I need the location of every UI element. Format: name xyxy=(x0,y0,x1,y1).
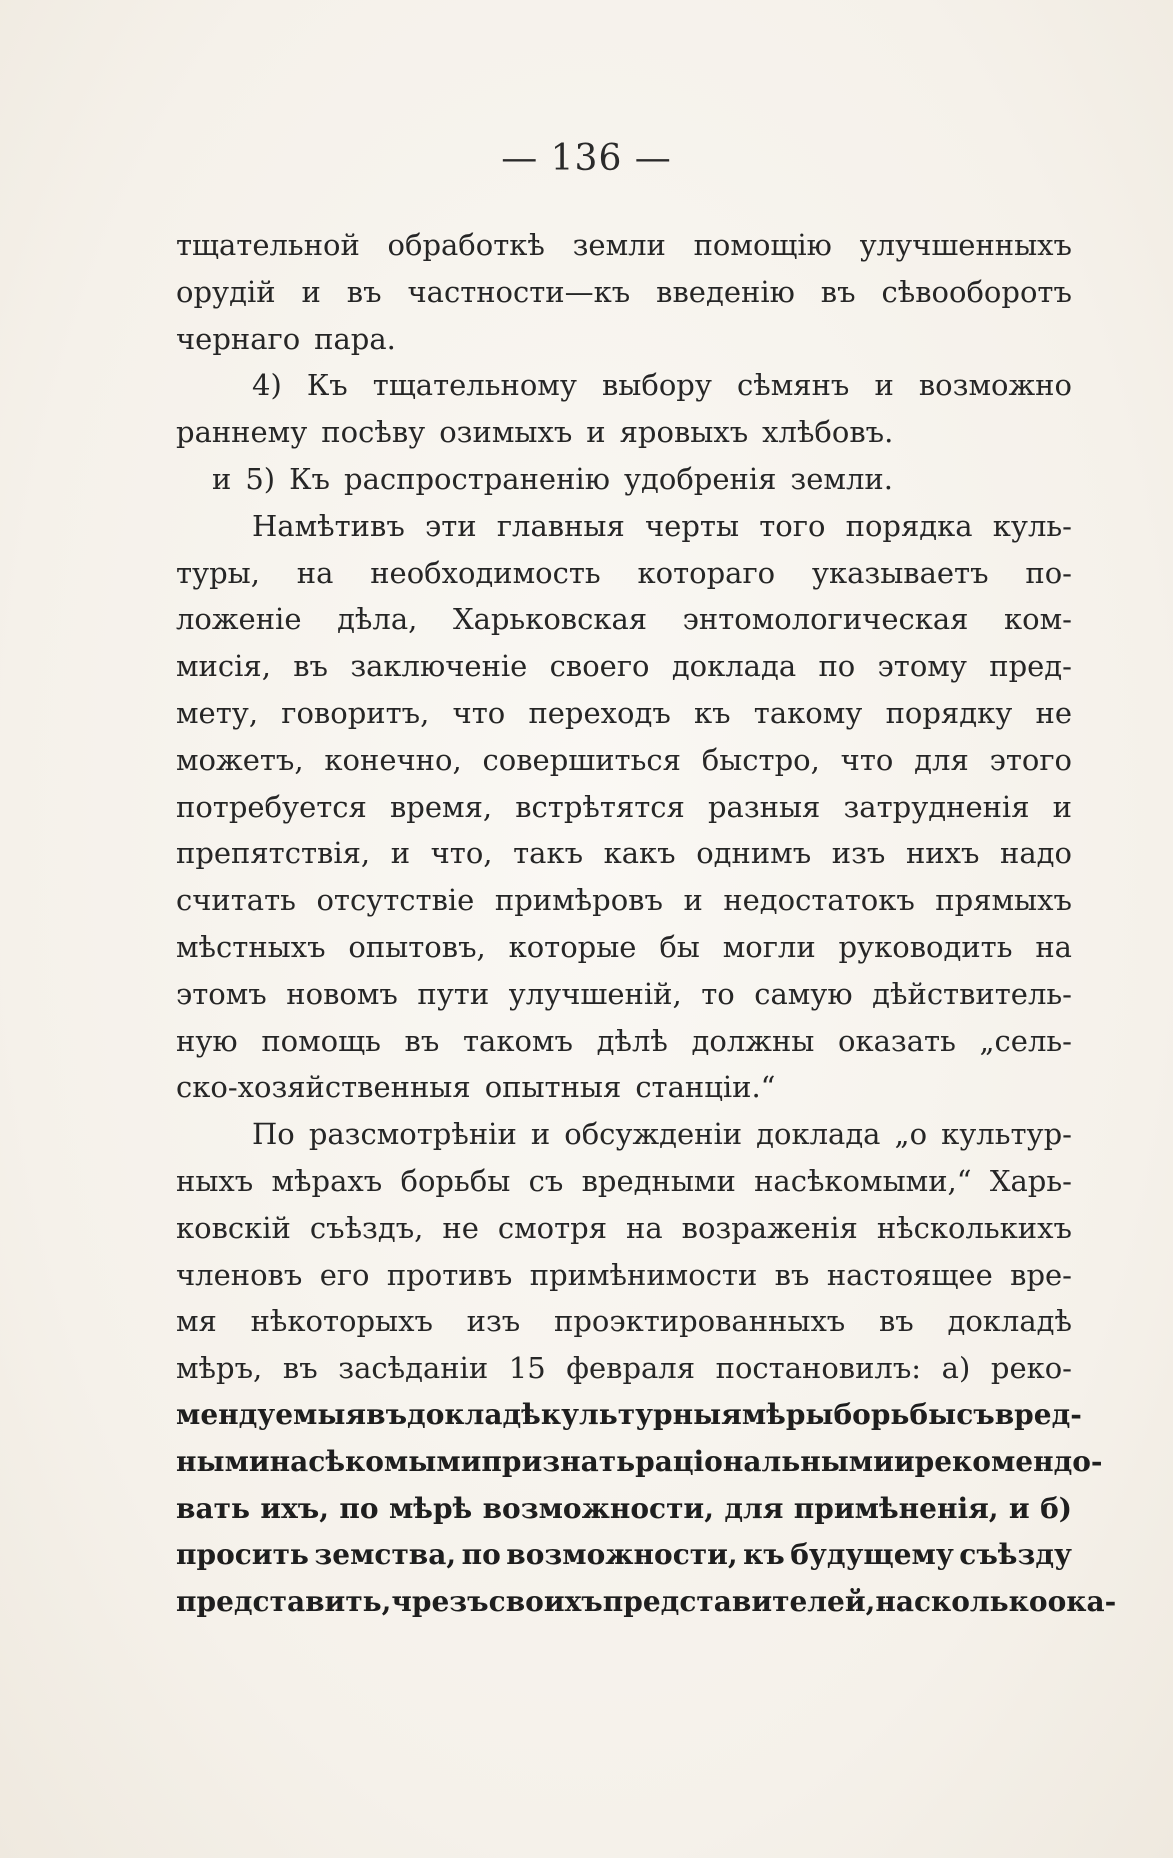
word: въ xyxy=(293,649,329,684)
text-line xyxy=(176,1252,1072,1299)
word: новомъ xyxy=(286,976,398,1011)
word: мѣрѣ xyxy=(388,1491,473,1525)
word: настоящее xyxy=(826,1257,993,1292)
word: сѣмянъ xyxy=(737,368,850,403)
word: и xyxy=(390,836,411,871)
word: земли xyxy=(572,228,666,262)
text-line xyxy=(176,784,1072,831)
word: По xyxy=(252,1117,295,1152)
word: раціональными xyxy=(635,1444,894,1478)
word: пара. xyxy=(314,321,396,356)
text-line xyxy=(176,1345,1072,1392)
word: тщательной xyxy=(176,228,360,262)
word: нѣкоторыхъ xyxy=(250,1304,433,1339)
word: Харь- xyxy=(989,1163,1072,1198)
word: представить, xyxy=(176,1585,392,1619)
word: смотря xyxy=(497,1210,608,1245)
word: пред- xyxy=(989,649,1072,684)
word: должны xyxy=(691,1023,815,1058)
word: изъ xyxy=(831,836,886,871)
word: прямыхъ xyxy=(935,883,1072,918)
word: распространенію xyxy=(344,461,610,496)
text-line xyxy=(176,830,1072,877)
word: 5) xyxy=(245,461,276,496)
word: частности—къ xyxy=(407,274,631,309)
word: удобренія xyxy=(623,461,777,496)
text-line xyxy=(176,971,1072,1018)
word: чернаго xyxy=(176,321,301,356)
word: время, xyxy=(389,789,493,824)
word: Къ xyxy=(306,368,348,403)
word: не xyxy=(442,1210,479,1245)
word: сколько xyxy=(913,1585,1048,1619)
word: заключеніе xyxy=(350,649,528,684)
word: своихъ xyxy=(488,1585,603,1619)
word: противъ xyxy=(386,1257,513,1292)
word: къ xyxy=(694,695,731,730)
word: такомъ xyxy=(463,1023,573,1058)
word: въ xyxy=(878,1304,914,1339)
word: съѣзду xyxy=(959,1538,1072,1572)
word: вать xyxy=(176,1491,250,1525)
word: мѣрахъ xyxy=(271,1163,383,1198)
word: культурныя xyxy=(540,1397,742,1431)
text-line xyxy=(176,924,1072,971)
word: признать xyxy=(481,1444,636,1478)
word: Намѣтивъ xyxy=(252,508,405,543)
word: станціи.“ xyxy=(635,1070,776,1105)
text-line xyxy=(176,596,1072,643)
word: разсмотрѣніи xyxy=(308,1117,517,1152)
word: его xyxy=(319,1257,370,1292)
word: можетъ, xyxy=(176,742,304,777)
word: выбору xyxy=(601,368,712,403)
text-line xyxy=(176,1439,1103,1486)
text-line xyxy=(176,1298,1072,1345)
word: дѣйствитель- xyxy=(872,976,1072,1011)
word: ложеніе xyxy=(176,602,302,637)
word: порядку xyxy=(885,695,1013,730)
word: мѣстныхъ xyxy=(176,929,326,964)
word: на xyxy=(875,1585,914,1619)
word: для xyxy=(724,1491,784,1525)
word: „о xyxy=(894,1117,928,1152)
word: возраженія xyxy=(681,1210,858,1245)
word: 4) xyxy=(252,368,282,403)
word: съѣздъ, xyxy=(309,1210,424,1245)
word: чрезъ xyxy=(391,1585,489,1619)
word: Къ xyxy=(289,461,331,496)
word: считать xyxy=(176,883,296,918)
word: однимъ xyxy=(696,836,812,871)
word: быстро, xyxy=(701,742,820,777)
word: опытныя xyxy=(484,1070,622,1105)
word: не xyxy=(1035,695,1072,730)
word: насѣкомыми xyxy=(269,1444,482,1478)
word: и xyxy=(893,1444,915,1478)
word: вредными xyxy=(581,1163,736,1198)
text-line xyxy=(176,456,1072,503)
word: ком- xyxy=(1004,602,1072,637)
word: сѣвооборотъ xyxy=(881,274,1072,309)
word: къ xyxy=(743,1538,785,1572)
word: куль- xyxy=(992,508,1072,543)
word: въ xyxy=(346,274,382,309)
word: то xyxy=(701,976,735,1011)
word: порядка xyxy=(845,508,973,543)
word: отсутствіе xyxy=(316,883,475,918)
word: недостатокъ xyxy=(723,883,915,918)
word: такъ xyxy=(513,836,584,871)
text-line xyxy=(176,316,1072,363)
word: доклада xyxy=(756,1117,881,1152)
word: въ xyxy=(366,1397,408,1431)
word: мѣръ, xyxy=(176,1351,263,1386)
word: и xyxy=(683,883,703,918)
text-line xyxy=(176,690,1072,737)
word: по xyxy=(339,1491,379,1525)
word: рекомендо- xyxy=(914,1444,1103,1478)
word: совершиться xyxy=(482,742,681,777)
word: примѣненія, xyxy=(793,1491,999,1525)
word: обработкѣ xyxy=(387,228,545,262)
word: препятствія, xyxy=(176,836,371,871)
word: переходъ xyxy=(528,695,671,730)
word: мѣры xyxy=(741,1397,834,1431)
word: своего xyxy=(549,649,650,684)
word: туры, xyxy=(176,555,260,590)
word: введенію xyxy=(656,274,795,309)
word: этомъ xyxy=(176,976,267,1011)
word: примѣровъ xyxy=(494,883,663,918)
word: и xyxy=(1052,789,1072,824)
word: надо xyxy=(999,836,1072,871)
word: мя xyxy=(176,1304,217,1339)
word: ковскій xyxy=(176,1210,291,1245)
text-line xyxy=(176,362,1072,409)
text-line xyxy=(176,877,1072,924)
word: и xyxy=(530,1117,551,1152)
word: возможно xyxy=(918,368,1072,403)
word: раннему xyxy=(176,415,308,450)
text-line xyxy=(176,269,1072,316)
text-line xyxy=(176,1486,1072,1533)
word: съ xyxy=(956,1397,995,1431)
word: членовъ xyxy=(176,1257,303,1292)
word: яровыхъ xyxy=(619,415,749,450)
word: по xyxy=(818,649,856,684)
word: б) xyxy=(1040,1491,1072,1525)
word: того xyxy=(759,508,826,543)
text-line xyxy=(176,737,1072,784)
word: что xyxy=(452,695,506,730)
word: что xyxy=(840,742,894,777)
text-line xyxy=(176,1392,1082,1439)
word: мету, xyxy=(176,695,259,730)
word: самую xyxy=(754,976,853,1011)
word: 15 xyxy=(508,1351,546,1386)
word: культур- xyxy=(941,1117,1072,1152)
word: на xyxy=(1035,929,1072,964)
word: въ xyxy=(774,1257,810,1292)
word: обсужденіи xyxy=(564,1117,743,1152)
word: и xyxy=(874,368,894,403)
word: докладѣ xyxy=(407,1397,541,1431)
word: на xyxy=(296,555,334,590)
text-line xyxy=(176,1579,1117,1626)
word: помощію xyxy=(693,228,832,262)
word: насѣкомыми,“ xyxy=(754,1163,972,1198)
word: проэктированныхъ xyxy=(553,1304,846,1339)
word: въ xyxy=(282,1351,318,1386)
word: хлѣбовъ. xyxy=(762,415,894,450)
word: этого xyxy=(989,742,1072,777)
word: ную xyxy=(176,1023,238,1058)
word: мисія, xyxy=(176,649,271,684)
word: что, xyxy=(430,836,493,871)
text-line xyxy=(176,1205,1072,1252)
word: постановилъ: xyxy=(715,1351,922,1386)
word: говоритъ, xyxy=(281,695,430,730)
word: опытовъ, xyxy=(348,929,486,964)
word: докладѣ xyxy=(947,1304,1072,1339)
word: энтомологическая xyxy=(682,602,969,637)
text-line xyxy=(176,222,1072,269)
word: засѣданіи xyxy=(338,1351,489,1386)
word: возможности, xyxy=(506,1538,738,1572)
page-number: — 136 — xyxy=(501,138,672,179)
word: возможности, xyxy=(482,1491,714,1525)
word: въ xyxy=(404,1023,440,1058)
word: примѣнимости xyxy=(529,1257,758,1292)
word: для xyxy=(914,742,969,777)
word: улучшенныхъ xyxy=(859,228,1072,262)
word: реко- xyxy=(990,1351,1072,1386)
word: улучшеній, xyxy=(508,976,682,1011)
word: дѣла, xyxy=(337,602,418,637)
text-line xyxy=(176,1111,1072,1158)
word: оказать xyxy=(838,1023,956,1058)
word: будущему xyxy=(790,1538,954,1572)
word: мендуемыя xyxy=(176,1397,367,1431)
body-text xyxy=(176,222,1117,1626)
word: въ xyxy=(820,274,856,309)
word: и xyxy=(301,274,321,309)
word: пути xyxy=(417,976,490,1011)
word: главныя xyxy=(496,508,625,543)
word: февраля xyxy=(566,1351,696,1386)
word: указываетъ xyxy=(811,555,989,590)
word: конечно, xyxy=(324,742,462,777)
word: потребуется xyxy=(176,789,367,824)
word: руководить xyxy=(838,929,1013,964)
word: посѣву xyxy=(321,415,426,450)
word: ока- xyxy=(1047,1585,1117,1619)
text-line xyxy=(176,409,1072,456)
word: борьбы xyxy=(833,1397,957,1431)
text-line xyxy=(176,503,1072,550)
word: нѣсколькихъ xyxy=(876,1210,1072,1245)
word: разныя xyxy=(707,789,821,824)
word: котораго xyxy=(637,555,776,590)
word: необходимость xyxy=(370,555,601,590)
word: ными xyxy=(176,1444,270,1478)
word: земства, xyxy=(314,1538,457,1572)
word: тщательному xyxy=(372,368,577,403)
word: борьбы xyxy=(400,1163,511,1198)
word: встрѣтятся xyxy=(515,789,685,824)
word: могли xyxy=(722,929,816,964)
word: представителей, xyxy=(602,1585,876,1619)
word: Харьковская xyxy=(452,602,648,637)
word: изъ xyxy=(466,1304,521,1339)
word: бы xyxy=(659,929,700,964)
text-line xyxy=(176,1158,1072,1205)
word: этому xyxy=(877,649,967,684)
word: „сель- xyxy=(979,1023,1072,1058)
word: земли. xyxy=(790,461,893,496)
word: черты xyxy=(645,508,740,543)
word: ско-хозяйственныя xyxy=(176,1070,471,1105)
word: озимыхъ xyxy=(439,415,573,450)
word: какъ xyxy=(603,836,676,871)
word: а) xyxy=(941,1351,971,1386)
word: съ xyxy=(528,1163,564,1198)
word: и xyxy=(212,461,232,496)
word: и xyxy=(1008,1491,1030,1525)
text-line xyxy=(176,1532,1072,1579)
word: ихъ, xyxy=(260,1491,330,1525)
text-line xyxy=(176,643,1072,690)
word: по- xyxy=(1025,555,1072,590)
word: орудій xyxy=(176,274,276,309)
word: затрудненія xyxy=(843,789,1030,824)
word: вре- xyxy=(1010,1257,1072,1292)
word: просить xyxy=(176,1538,309,1572)
word: на xyxy=(626,1210,663,1245)
word: которые xyxy=(508,929,637,964)
word: такому xyxy=(753,695,863,730)
word: вред- xyxy=(994,1397,1082,1431)
text-line xyxy=(176,1064,1072,1111)
word: дѣлѣ xyxy=(596,1023,668,1058)
word: доклада xyxy=(671,649,797,684)
word: и xyxy=(586,415,606,450)
word: помощь xyxy=(261,1023,381,1058)
text-line xyxy=(176,550,1072,597)
text-line xyxy=(176,1018,1072,1065)
word: по xyxy=(461,1538,501,1572)
word: ныхъ xyxy=(176,1163,254,1198)
word: нихъ xyxy=(905,836,980,871)
word: эти xyxy=(425,508,477,543)
